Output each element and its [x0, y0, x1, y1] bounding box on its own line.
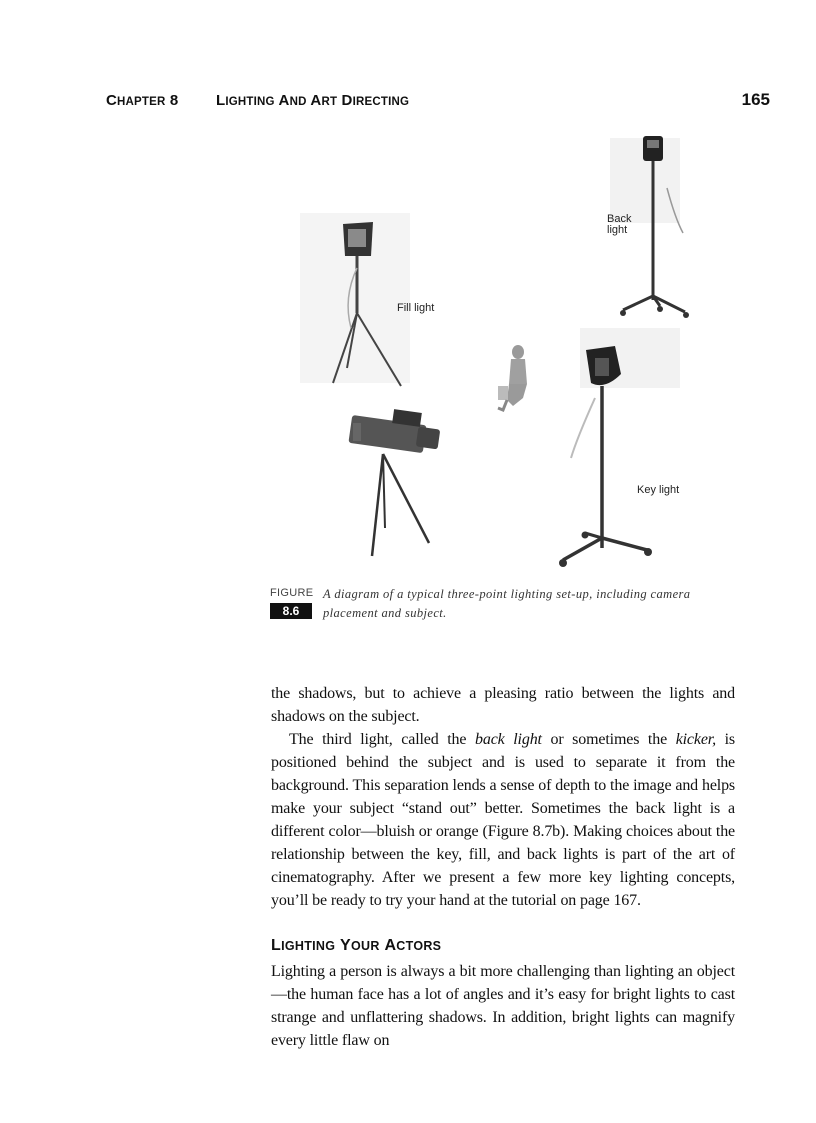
figure-caption-word: FIGURE: [270, 587, 314, 599]
chapter-title: LIGHTING AND ART DIRECTING: [216, 92, 410, 109]
back-light-label: [607, 214, 631, 236]
figure-number-badge: 8.6: [270, 603, 312, 619]
chapter-label: CHAPTER 8: [106, 92, 179, 109]
fill-light-illustration: [300, 213, 410, 386]
back-light-label-line: light: [607, 224, 628, 236]
paragraph: the shadows, but to achieve a pleasing ratio between the lights and shadows on the subject.: [271, 685, 735, 725]
emphasis: back light: [475, 731, 542, 748]
section-heading: LIGHTING YOUR ACTORS: [271, 937, 442, 954]
back-light-label-line: Back: [607, 213, 632, 225]
subject-figure: [498, 345, 527, 410]
paragraph: Lighting a person is always a bit more challenging than lighting an object—the human face has a lot of angles and it’s easy for bright lights to cast strange and unflattering shadows. In addition, bright lights can magnify every little flaw on: [271, 963, 735, 1049]
key-light-label: Key light: [637, 484, 680, 496]
emphasis: kicker,: [675, 731, 716, 748]
paragraph: The third light, called the back light or sometimes the kicker, is positioned behind the subject and is used to separate it from the background. This separation lends a sense of depth to the image and helps make your subject “stand out” better. Sometimes the back light is a different color—bluish or orange (Figure 8.7b). Making choices about the relationship between the key, fill, and back lights is part of the art of cinematography. After we present a few more key lighting concepts, you’ll be ready to try your hand at the tutorial on page 167.: [271, 731, 735, 909]
key-light-illustration: [559, 328, 680, 567]
lighting-diagram-art: [255, 128, 735, 578]
page-number: 165: [741, 90, 770, 109]
figure-caption-text: A diagram of a typical three-point lighting set-up, including camera placement and subject.: [323, 587, 691, 620]
lighting-diagram: [255, 128, 735, 578]
running-head: [106, 92, 774, 114]
camera-illustration: [348, 409, 440, 556]
fill-light-label: Fill light: [397, 302, 435, 314]
